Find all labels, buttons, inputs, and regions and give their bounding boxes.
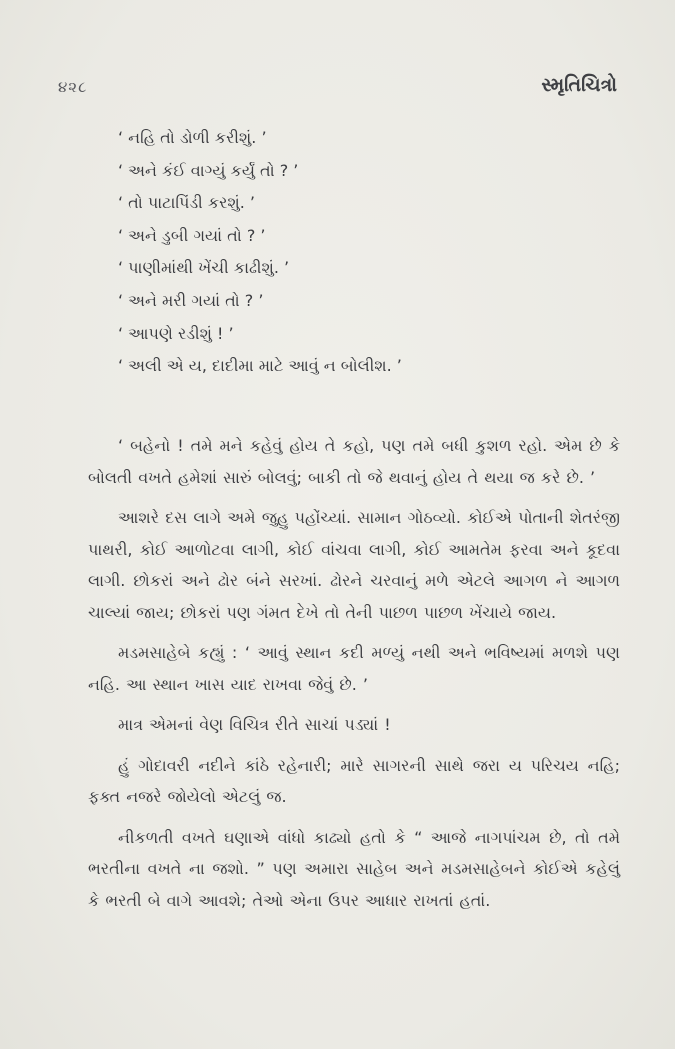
paragraph: માત્ર એમનાં વેણ વિચિત્ર રીતે સાચાં પડ્યાં ! bbox=[118, 715, 391, 734]
dialogue-line: ‘ અલી એ ય, દાદીમા માટે આવું ન બોલીશ. ’ bbox=[118, 356, 402, 376]
dialogue-line: ‘ તો પાટાપિંડી કરશું. ’ bbox=[118, 193, 256, 213]
body-text bbox=[88, 430, 620, 925]
paragraph: આશરે દસ લાગે અમે જુહુ પહોંચ્યાં. સામાન ગોઠવ્યો. કોઈએ પોતાની શેતરંજી પાથરી, કોઈ આળોટવા લાગી, કોઈ વાંચવા લાગી, કોઈ આમતેમ ફરવા અને કૂદવા લાગી. છોકરાં અને ઢોર બંને સરખાં. ઢોરને ચરવાનું મળે એટલે આગળ ને આગળ ચાલ્યાં જાય; છોકરાં પણ ગંમત દેખે તો તેની પાછળ પાછળ ખેંચાયે જાય. bbox=[88, 508, 620, 622]
dialogue-line: ‘ અને કંઈ વાગ્યું કર્યું તો ? ’ bbox=[118, 160, 299, 180]
paragraph: ‘ બહેનો ! તમે મને કહેવું હોય તે કહો, પણ તમે બધી કુશળ રહો. એમ છે કે બોલતી વખતે હમેશાં સારું બોલવું; બાકી તો જે થવાનું હોય તે થયા જ કરે છે. ’ bbox=[88, 436, 620, 487]
page-number: ૪૨૮ bbox=[58, 78, 88, 96]
paragraph: હું ગોદાવરી નદીને કાંઠે રહેનારી; મારે સાગરની સાથે જરા ય પરિચય નહિ; ફક્ત નજરે જોયેલો એટલું જ. bbox=[88, 755, 620, 806]
dialogue-line: ‘ પાણીમાંથી ખેંચી કાઢીશું. ’ bbox=[118, 258, 290, 278]
dialogue-line: ‘ આપણે રડીશું ! ’ bbox=[118, 323, 234, 343]
paragraph: નીકળતી વખતે ઘણાએ વાંધો કાઢ્યો હતો કે “ આજે નાગપાંચમ છે, તો તમે ભરતીના વખતે ના જશો. ” પણ અમારા સાહેબ અને મડમસાહેબને કોઈએ કહેલું કે ભરતી બે વાગે આવશે; તેઓ એના ઉપર આધાર રાખતાં હતાં. bbox=[88, 827, 620, 910]
dialogue-line: ‘ અને મરી ગયાં તો ? ’ bbox=[118, 290, 264, 310]
dialogue-line: ‘ અને ડુબી ગયાં તો ? ’ bbox=[118, 225, 266, 245]
running-title: સ્મૃતિચિત્રો bbox=[541, 74, 617, 96]
paragraph: મડમસાહેબે કહ્યું : ‘ આવું સ્થાન કદી મળ્યું નથી અને ભવિષ્યમાં મળશે પણ નહિ. આ સ્થાન ખાસ યાદ રાખવા જેવું છે. ’ bbox=[88, 643, 620, 694]
dialogue-line: ‘ નહિ તો ડોળી કરીશું. ’ bbox=[118, 128, 267, 147]
dialogue-lines bbox=[118, 122, 618, 383]
